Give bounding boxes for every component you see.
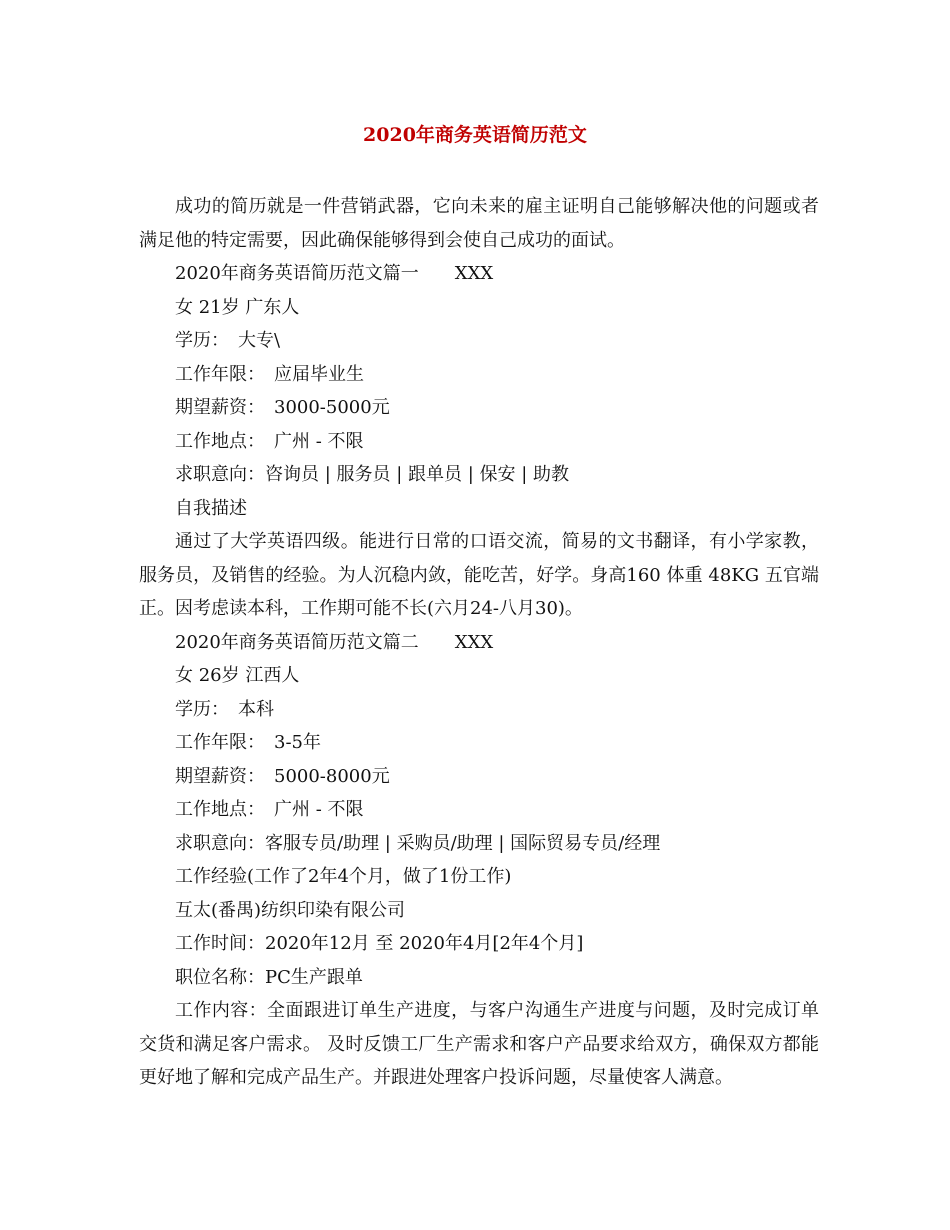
resume2-work-location: 工作地点： 广州 - 不限 [175,799,364,820]
resume2-education: 学历： 本科 [175,698,274,720]
resume2-expected-salary: 期望薪资： 5000-8000元 [175,765,390,787]
resume2-duties: 工作内容：全面跟进订单生产进度，与客户沟通生产进度与问题，及时完成订单交货和满足客户需求。 及时反馈工厂生产需求和客户产品要求给双方，确保双方都能更好地了解和完成产品生产。并跟进处理客户投诉问题，尽量使客人满意。 [139,1000,819,1088]
resume2-job-intent: 求职意向：客服专员/助理 | 采购员/助理 | 国际贸易专员/经理 [175,832,661,854]
resume1-self-description-title: 自我描述 [175,497,247,519]
resume1-work-years: 工作年限： 应届毕业生 [175,363,364,385]
intro-paragraph: 成功的简历就是一件营销武器，它向未来的雇主证明自己能够解决他的问题或者满足他的特定需要，因此确保能够得到会使自己成功的面试。 [139,196,819,251]
resume1-expected-salary: 期望薪资： 3000-5000元 [175,397,390,418]
resume2-heading: 2020年商务英语简历范文篇二 XXX [175,631,494,653]
resume2-company: 互太(番禺)纺织印染有限公司 [175,899,406,921]
document-title: 2020年商务英语简历范文 [363,124,587,146]
resume1-work-location: 工作地点： 广州 - 不限 [175,430,364,452]
resume2-basic-info: 女 26岁 江西人 [175,665,300,686]
document-body [139,190,819,1095]
resume2-position: 职位名称：PC生产跟单 [175,966,363,988]
resume2-work-time: 工作时间：2020年12月 至 2020年4月[2年4个月] [175,933,584,954]
resume1-heading: 2020年商务英语简历范文篇一 XXX [175,263,494,284]
resume1-job-intent: 求职意向：咨询员 | 服务员 | 跟单员 | 保安 | 助教 [175,464,570,485]
resume1-education: 学历： 大专\ [175,330,281,351]
resume2-work-experience: 工作经验(工作了2年4个月，做了1份工作) [175,866,512,887]
resume1-self-description: 通过了大学英语四级。能进行日常的口语交流，简易的文书翻译，有小学家教，服务员，及销售的经验。为人沉稳内敛，能吃苦，好学。身高160 体重 48KG 五官端正。因考虑读本科，工作期可能不长(六月24-八月30)。 [139,531,819,619]
resume2-work-years: 工作年限： 3-5年 [175,732,321,753]
resume1-basic-info: 女 21岁 广东人 [175,296,300,318]
